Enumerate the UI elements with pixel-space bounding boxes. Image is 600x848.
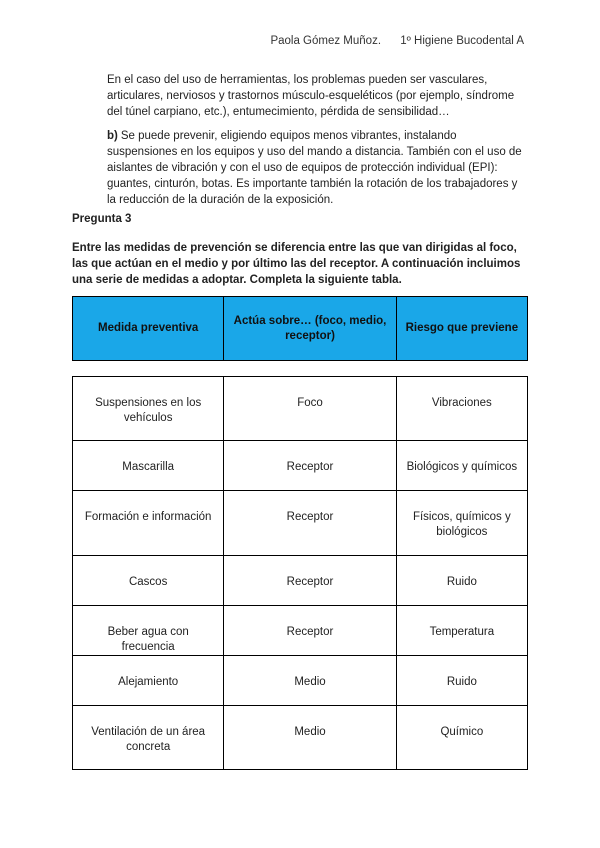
cell-acts-on: Foco bbox=[224, 377, 396, 441]
paragraph-prevention bbox=[107, 128, 525, 208]
cell-acts-on: Receptor bbox=[224, 441, 396, 491]
cell-measure: Suspensiones en los vehículos bbox=[73, 377, 224, 441]
measures-table bbox=[72, 376, 528, 770]
cell-acts-on: Medio bbox=[224, 706, 396, 770]
author-name: Paola Gómez Muñoz. bbox=[270, 35, 382, 47]
course-name: 1º Higiene Bucodental A bbox=[400, 35, 524, 47]
cell-risk: Ruido bbox=[396, 656, 527, 706]
cell-acts-on: Receptor bbox=[224, 491, 396, 556]
paragraph-tools-problems: En el caso del uso de herramientas, los problemas pueden ser vasculares, articulares, nerviosos y trastornos músculo-esqueléticos (por ejemplo, síndrome del túnel carpiano, etc.), entumecimiento, pérdida de sensibilidad… bbox=[107, 74, 515, 118]
table-row bbox=[73, 441, 528, 491]
header-acts-on: Actúa sobre… (foco, medio, receptor) bbox=[224, 297, 396, 361]
list-label: b) bbox=[107, 130, 118, 142]
table-row bbox=[73, 656, 528, 706]
cell-acts-on: Receptor bbox=[224, 556, 396, 606]
table-row bbox=[73, 491, 528, 556]
cell-risk: Físicos, químicos y biológicos bbox=[396, 491, 527, 556]
table-header bbox=[72, 296, 528, 361]
table-row bbox=[73, 556, 528, 606]
cell-risk: Químico bbox=[396, 706, 527, 770]
header-risk: Riesgo que previene bbox=[396, 297, 527, 361]
cell-measure: Formación e información bbox=[73, 491, 224, 556]
cell-measure: Beber agua con frecuencia bbox=[73, 606, 224, 656]
cell-acts-on: Medio bbox=[224, 656, 396, 706]
cell-risk: Ruido bbox=[396, 556, 527, 606]
cell-risk: Vibraciones bbox=[396, 377, 527, 441]
paragraph-prevention-text: Se puede prevenir, eligiendo equipos menos vibrantes, instalando suspensiones en los equipos y uso del mando a distancia. También con el uso de aislantes de vibración y con el uso de equipos de protección individual (EPI): guantes, cinturón, botas. Es importante también la rotación de los trabajadores y la reducción de la duración de la exposición. bbox=[107, 130, 522, 206]
cell-measure: Cascos bbox=[73, 556, 224, 606]
question-text: Entre las medidas de prevención se diferencia entre las que van dirigidas al foco, las que actúan en el medio y por último las del receptor. A continuación incluimos una serie de medidas a adoptar. Completa la siguiente tabla. bbox=[72, 242, 521, 286]
table-row bbox=[73, 606, 528, 656]
table-row bbox=[73, 377, 528, 441]
table-row bbox=[73, 706, 528, 770]
cell-risk: Biológicos y químicos bbox=[396, 441, 527, 491]
question-title: Pregunta 3 bbox=[72, 213, 132, 225]
cell-risk: Temperatura bbox=[396, 606, 527, 656]
page-header bbox=[270, 35, 524, 47]
cell-measure: Alejamiento bbox=[73, 656, 224, 706]
cell-acts-on: Receptor bbox=[224, 606, 396, 656]
header-measure: Medida preventiva bbox=[73, 297, 224, 361]
cell-measure: Ventilación de un área concreta bbox=[73, 706, 224, 770]
cell-measure: Mascarilla bbox=[73, 441, 224, 491]
